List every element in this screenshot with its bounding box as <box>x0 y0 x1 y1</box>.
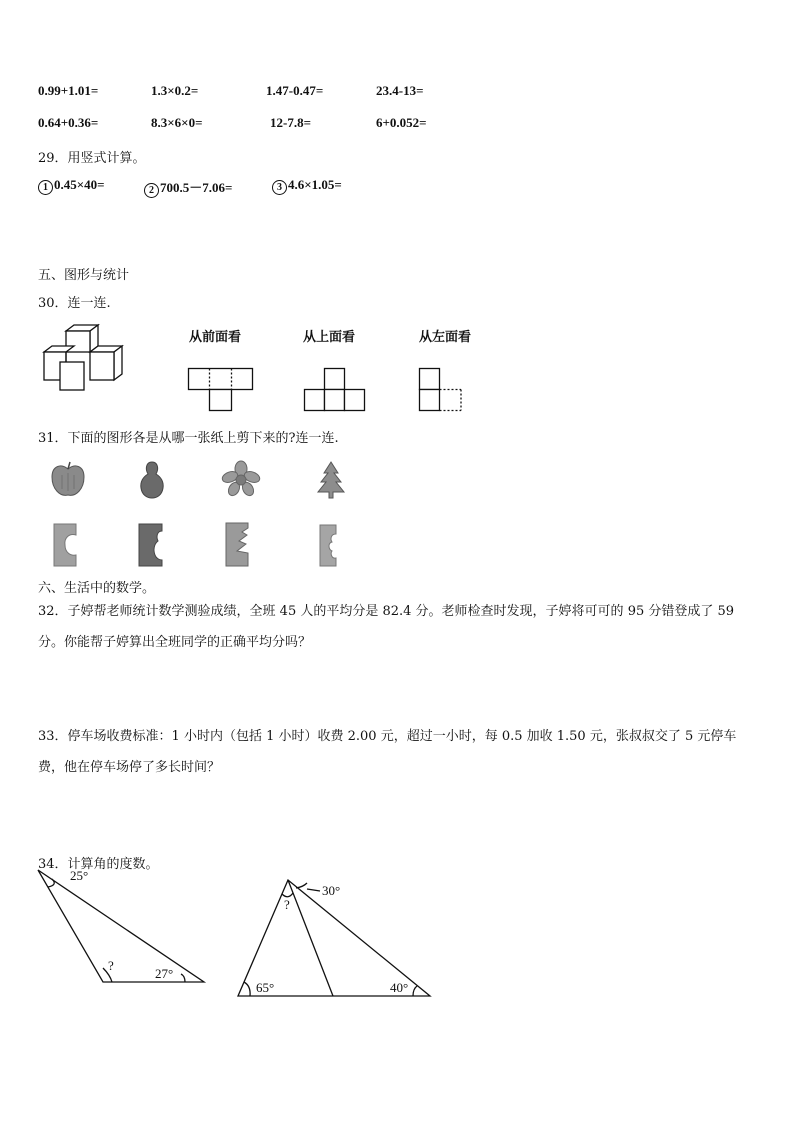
section-heading-5: 五、图形与统计 <box>38 268 130 283</box>
angle-label-unknown-1: ? <box>108 958 114 973</box>
view-label-left: 从左面看 <box>419 330 472 345</box>
calc-item: 8.3×6×0= <box>151 115 203 130</box>
calc-item: 0.99+1.01= <box>38 83 99 98</box>
question-33-line-1: 33．停车场收费标准：1 小时内（包括 1 小时）收费 2.00 元，超过一小时，每 0.5 加收 1.50 元，张叔叔交了 5 元停车 <box>38 729 737 744</box>
calc-item: 12-7.8= <box>270 115 311 130</box>
calc-item: 6+0.052= <box>376 115 427 130</box>
question-33-line-2: 费，他在停车场停了多长时间？ <box>38 760 221 775</box>
angle-label-unknown-2: ? <box>284 897 290 912</box>
question-34-title: 34．计算角的度数。 <box>38 857 159 872</box>
section-heading-6: 六、生活中的数学。 <box>38 581 156 596</box>
circled-number: 1 <box>38 180 53 195</box>
angle-label-40: 40° <box>390 980 409 995</box>
view-label-front: 从前面看 <box>189 330 242 345</box>
angle-label-25: 25° <box>70 868 89 883</box>
angle-label-30: 30° <box>322 883 341 898</box>
circled-number: 3 <box>272 180 287 195</box>
q29-expr: 4.6×1.05= <box>288 177 342 192</box>
q29-expr: 700.5－7.06= <box>160 180 233 195</box>
question-32-line-2: 分。你能帮子婷算出全班同学的正确平均分吗？ <box>38 635 312 650</box>
circled-number: 2 <box>144 183 159 198</box>
question-29-title: 29．用竖式计算。 <box>38 151 146 166</box>
question-31-title: 31．下面的图形各是从哪一张纸上剪下来的?连一连. <box>38 431 339 446</box>
angle-label-65: 65° <box>256 980 275 995</box>
q29-expr: 0.45×40= <box>54 177 105 192</box>
question-30-title: 30．连一连. <box>38 296 111 311</box>
view-label-top: 从上面看 <box>303 330 356 345</box>
angle-label-27: 27° <box>155 966 174 981</box>
calc-item: 0.64+0.36= <box>38 115 99 130</box>
calc-item: 1.3×0.2= <box>151 83 199 98</box>
question-32-line-1: 32．子婷帮老师统计数学测验成绩，全班 45 人的平均分是 82.4 分。老师检查时发现，子婷将可可的 95 分错登成了 59 <box>38 604 735 619</box>
calc-item: 23.4-13= <box>376 83 424 98</box>
calc-item: 1.47-0.47= <box>266 83 324 98</box>
